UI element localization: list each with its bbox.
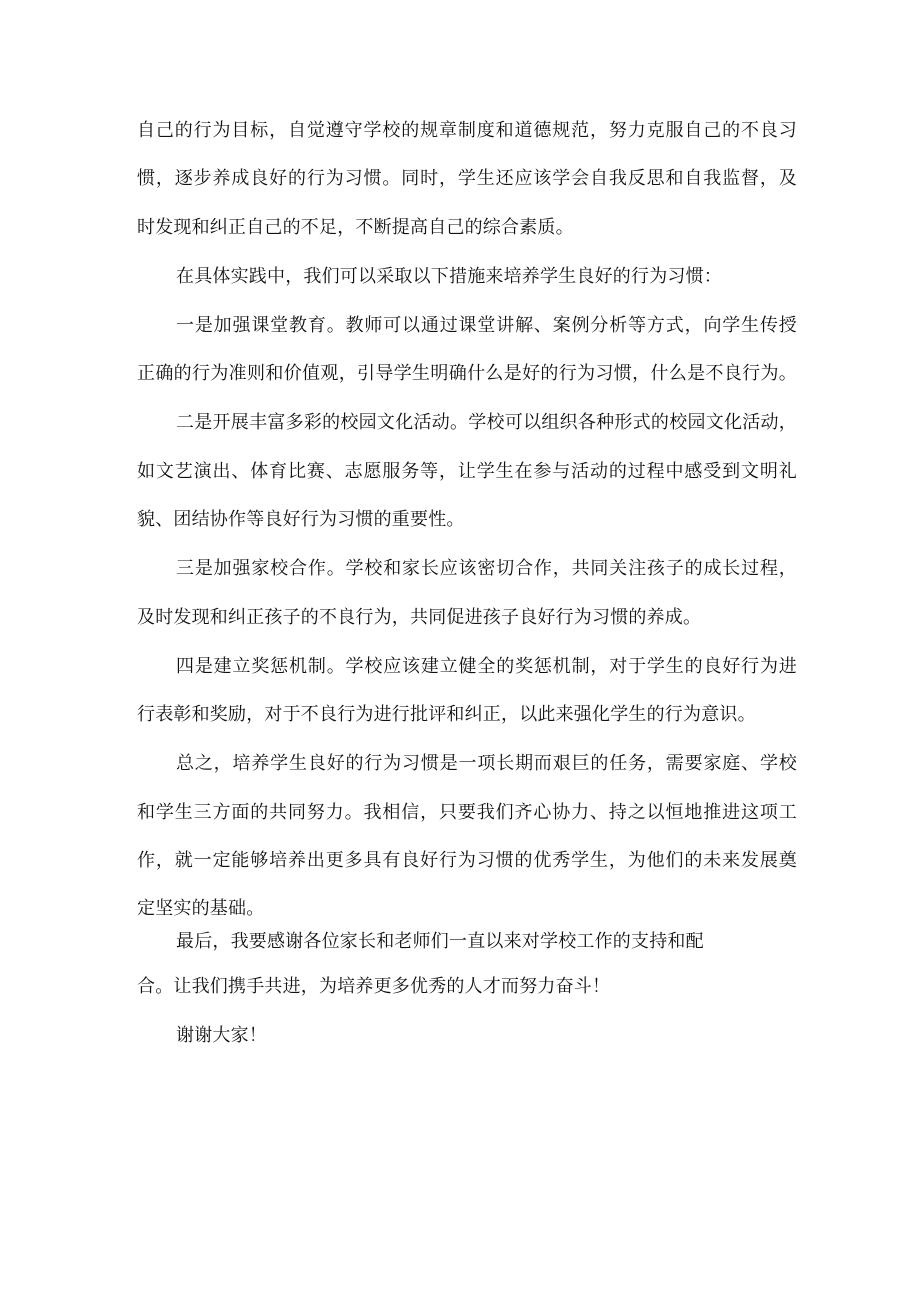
text-line: 一是加强课堂教育。教师可以通过课堂讲解、案例分析等方式，向学生传授 <box>176 315 797 336</box>
text-line: 如文艺演出、体育比赛、志愿服务等，让学生在参与活动的过程中感受到文明礼 <box>137 461 797 482</box>
text-line: 惯，逐步养成良好的行为习惯。同时，学生还应该学会自我反思和自我监督，及 <box>137 168 797 189</box>
text-line: 及时发现和纠正孩子的不良行为，共同促进孩子良好行为习惯的养成。 <box>137 607 702 628</box>
text-line: 总之，培养学生良好的行为习惯是一项长期而艰巨的任务，需要家庭、学校 <box>176 753 797 774</box>
text-line: 谢谢大家！ <box>176 1025 267 1046</box>
text-line: 行表彰和奖励，对于不良行为进行批评和纠正，以此来强化学生的行为意识。 <box>137 704 756 725</box>
text-line: 正确的行为准则和价值观，引导学生明确什么是好的行为习惯，什么是不良行为。 <box>137 363 797 384</box>
text-line: 貌、团结协作等良好行为习惯的重要性。 <box>137 509 465 530</box>
text-line: 和学生三方面的共同努力。我相信，只要我们齐心协力、持之以恒地推进这项工 <box>137 802 797 823</box>
text-line: 三是加强家校合作。学校和家长应该密切合作，共同关注孩子的成长过程， <box>176 558 797 579</box>
text-line: 合。让我们携手共进，为培养更多优秀的人才而努力奋斗！ <box>137 976 611 997</box>
text-line: 自己的行为目标，自觉遵守学校的规章制度和道德规范，努力克服自己的不良习 <box>137 120 797 141</box>
text-line: 时发现和纠正自己的不足，不断提高自己的综合素质。 <box>137 217 574 238</box>
text-line: 定坚实的基础。 <box>137 898 265 919</box>
text-line: 最后，我要感谢各位家长和老师们一直以来对学校工作的支持和配 <box>176 931 704 952</box>
text-line: 二是开展丰富多彩的校园文化活动。学校可以组织各种形式的校园文化活动， <box>176 412 797 433</box>
text-line: 作，就一定能够培养出更多具有良好行为习惯的优秀学生，为他们的未来发展奠 <box>137 850 797 871</box>
text-line: 在具体实践中，我们可以采取以下措施来培养学生良好的行为习惯： <box>176 266 722 287</box>
text-line: 四是建立奖惩机制。学校应该建立健全的奖惩机制，对于学生的良好行为进 <box>176 656 797 677</box>
